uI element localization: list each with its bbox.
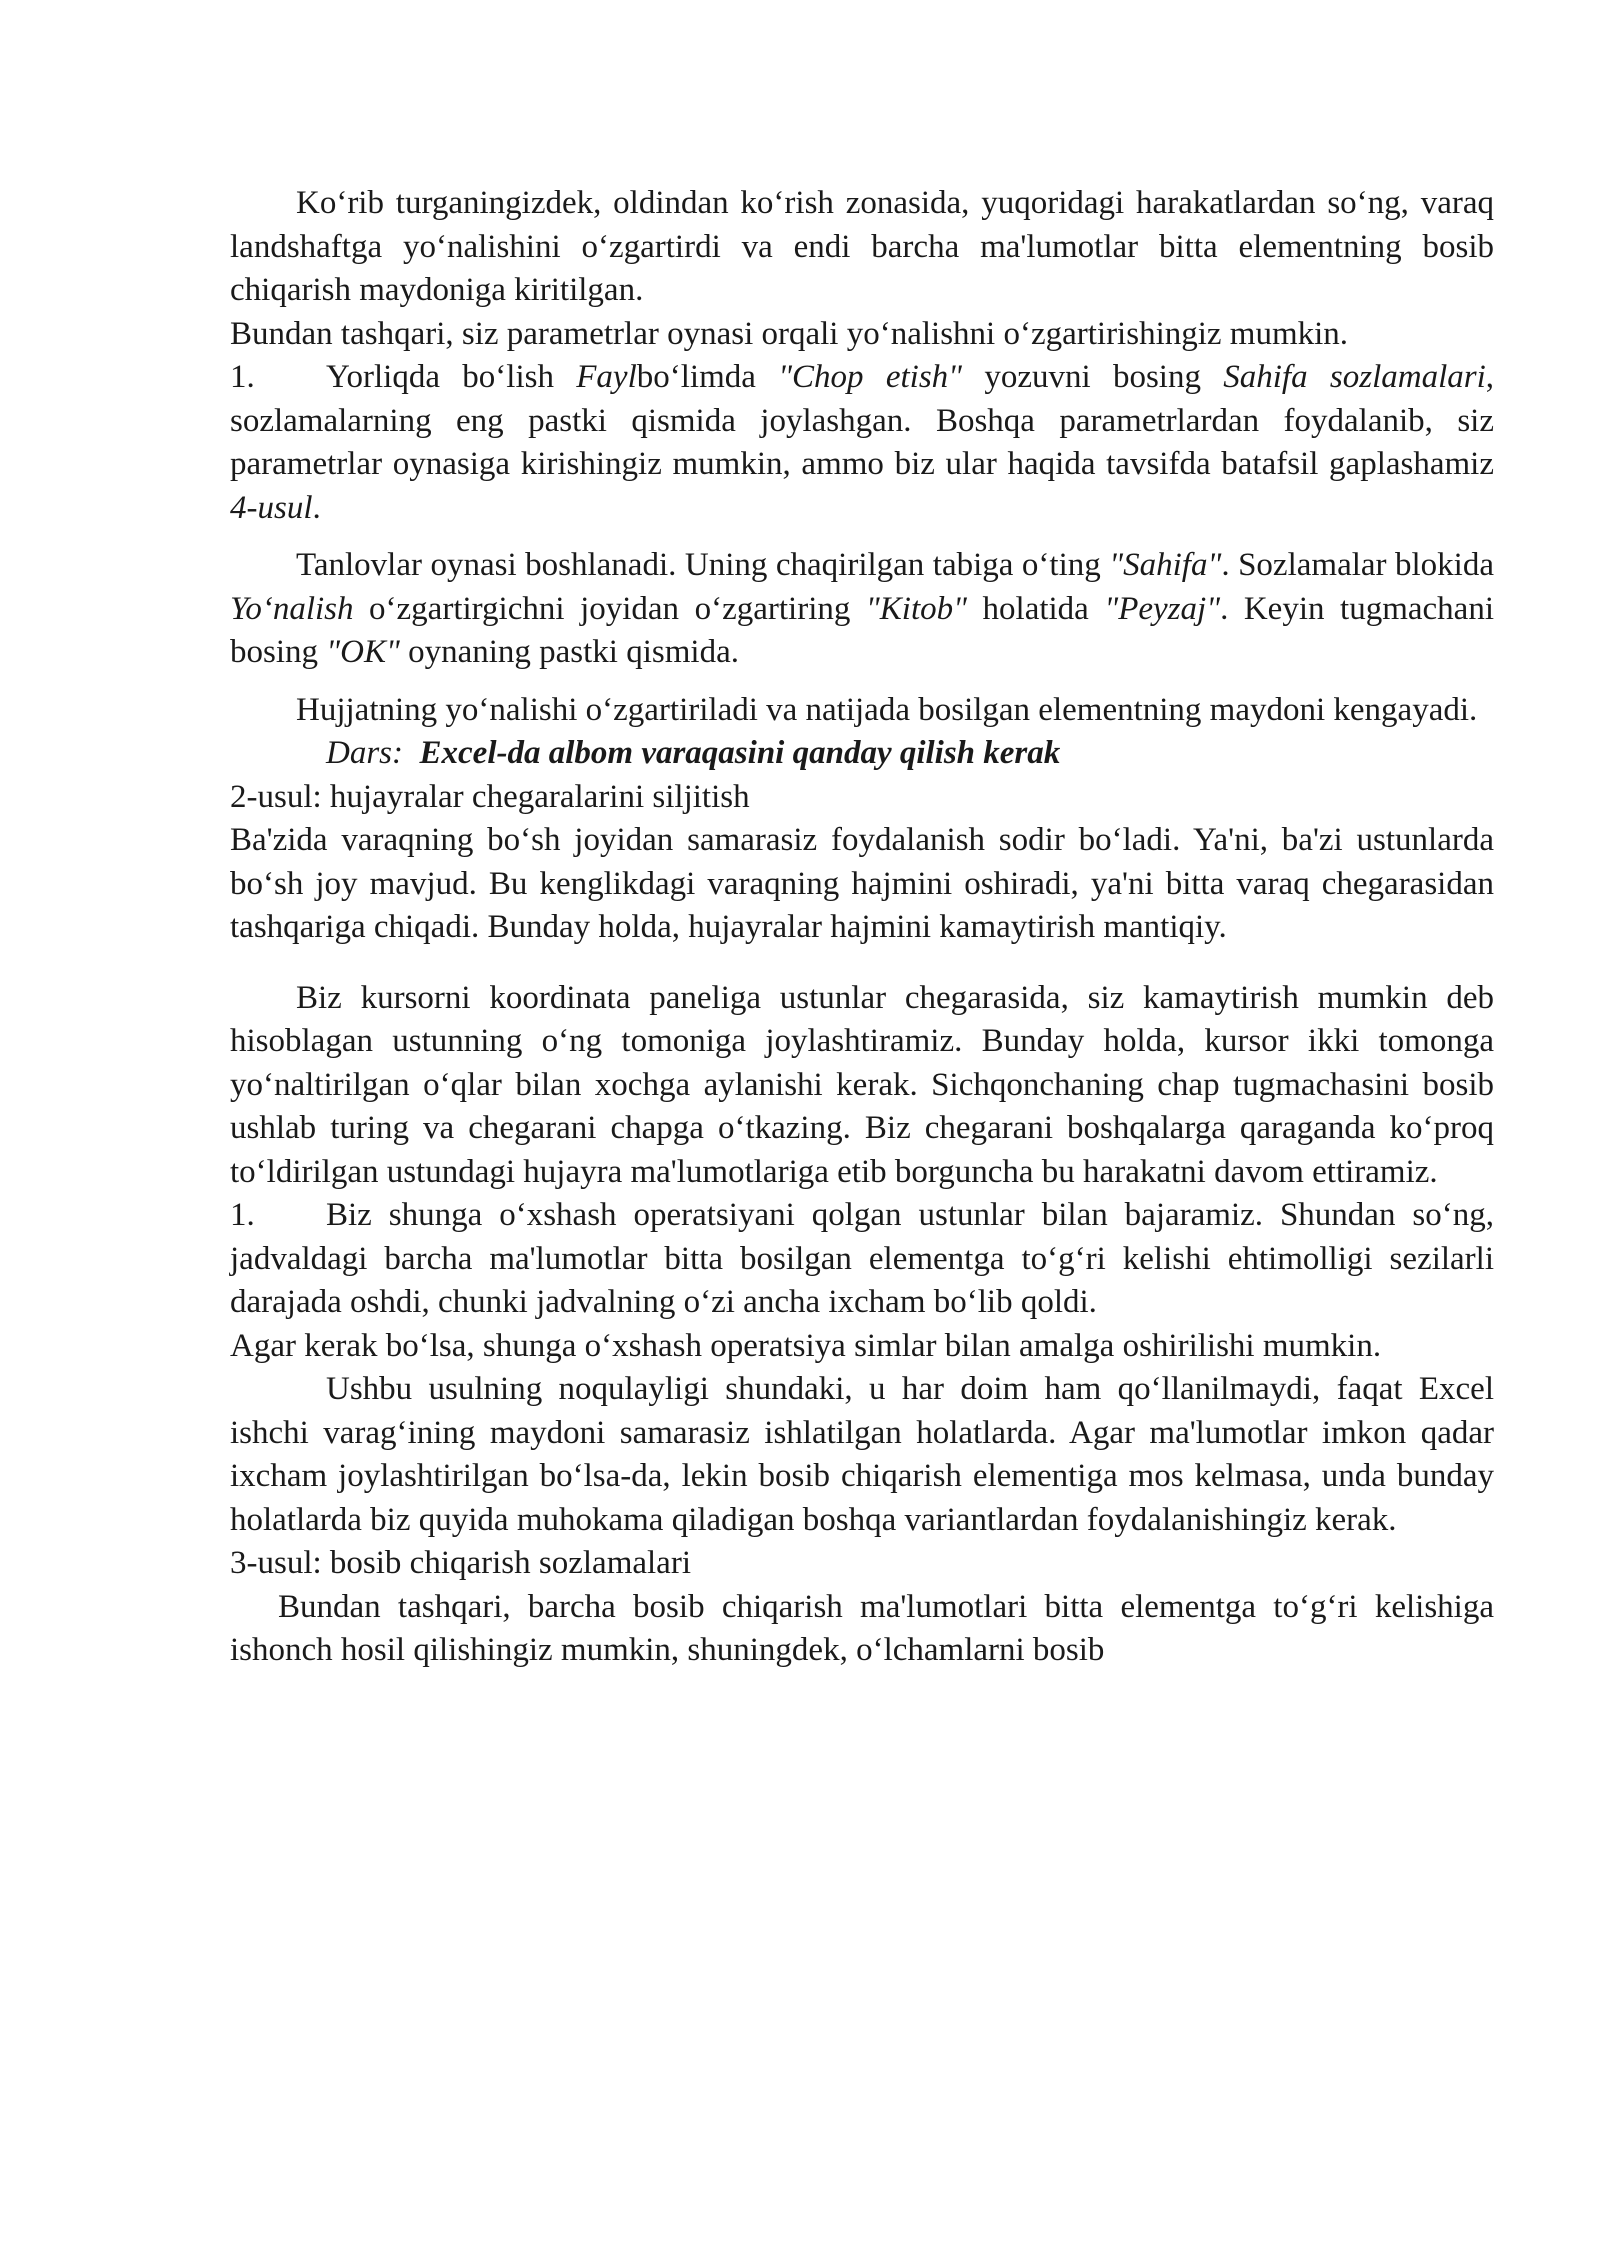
text-run: Biz shunga o‘xshash operatsiyani qolgan ustunlar bilan bajaramiz. Shundan so‘ng, jadvaldagi barcha ma'lumotlar bitta bosilgan elementga to‘g‘ri kelishi ehtimolligi sezilarli darajada oshdi, chunki jadvalning o‘zi ancha ixcham bo‘lib qoldi. — [230, 1197, 1494, 1320]
paragraph-method-drawback: Ushbu usulning noqulayligi shundaki, u har doim ham qo‘llanilmaydi, faqat Excel ishchi varag‘ining maydoni samarasiz ishlatilgan holatlarda. Agar ma'lumotlar imkon qadar ixcham joylashtirilgan bo‘lsa-da, lekin bosib chiqarish elementiga mos kelmasa, unda bunday holatlarda biz quyida muhokama qiladigan boshqa variantlardan foydalanishingiz kerak. — [230, 1371, 1494, 1538]
paragraph-preview-result: Ko‘rib turganingizdek, oldindan ko‘rish zonasida, yuqoridagi harakatlardan so‘ng, varaq landshaftga yo‘nalishini o‘zgartirdi va endi barcha ma'lumotlar bitta elementning bosib chiqarish maydoniga kiritilgan. — [230, 185, 1494, 308]
text-run: bo‘limda — [636, 359, 779, 395]
italic-run: "Peyzaj" — [1104, 590, 1221, 627]
section-heading-method-2: 2-usul: hujayralar chegaralarini siljitish — [230, 778, 750, 815]
text-run: oynaning pastki qismida. — [399, 634, 739, 670]
list-number: 1. — [230, 359, 255, 395]
section-heading-method-3: 3-usul: bosib chiqarish sozlamalari — [230, 1545, 691, 1581]
italic-run: Yo‘nalish — [230, 590, 354, 627]
text-run: o‘zgartirgichni joyidan o‘zgartiring — [353, 590, 866, 627]
text-run: yozuvni bosing — [962, 359, 1224, 395]
italic-run: "Chop etish" — [778, 359, 963, 395]
paragraph-options-window — [230, 544, 1494, 675]
paragraph-print-settings: Bundan tashqari, barcha bosib chiqarish ma'lumotlari bitta elementga to‘g‘ri kelishiga ishonch hosil qilishingiz mumkin, shuningdek, o‘lchamlarni bosib — [230, 1588, 1494, 1668]
text-run: Tanlovlar oynasi boshlanadi. Uning chaqirilgan tabiga o‘ting — [296, 547, 1110, 583]
text-run: , sozlamalarning eng pastki qismida joylashgan. Boshqa parametrlardan foydalanib, siz parametrlar oynasiga kirishingiz mumkin, ammo biz ular haqida tavsifda batafsil gaplashamiz — [230, 359, 1495, 482]
text-run: . — [312, 489, 321, 526]
italic-run: "Kitob" — [865, 590, 967, 627]
text-run: . Keyin tugmachani bosing — [230, 590, 1494, 670]
italic-run: 4-usul — [230, 489, 313, 526]
italic-run: Fayl — [576, 359, 637, 395]
paragraph-parameters-window: Bundan tashqari, siz parametrlar oynasi orqali yo‘nalishni o‘zgartirishingiz mumkin. — [230, 315, 1349, 352]
paragraph-cursor-border: Biz kursorni koordinata paneliga ustunlar chegarasida, siz kamaytirish mumkin deb hisoblagan ustunning o‘ng tomoniga joylashtiramiz. Bunday holda, kursor ikki tomonga yo‘naltirilgan o‘qlar bilan xochga aylanishi kerak. Sichqonchaning chap tugmachasini bosib ushlab turing va chegarani chapga o‘tkazing. Biz chegarani boshqalarga qaraganda ko‘proq to‘ldirilgan ustundagi hujayra ma'lumotlariga etib borguncha bu harakatni davom ettiramiz. — [230, 979, 1494, 1190]
document-body — [230, 182, 1494, 1673]
list-item-step-1 — [230, 356, 1494, 530]
text-run: Yorliqda bo‘lish — [326, 359, 577, 395]
lesson-title: Excel-da albom varaqasini qanday qilish kerak — [419, 735, 1061, 771]
paragraph-empty-space: Ba'zida varaqning bo‘sh joyidan samarasiz foydalanish sodir bo‘ladi. Ya'ni, ba'zi ustunlarda bo‘sh joy mavjud. Bu kenglikdagi varaqning hajmini oshiradi, ya'ni bitta varaq chegarasidan tashqariga chiqadi. Bunday holda, hujayralar hajmini kamaytirish mantiqiy. — [230, 822, 1494, 945]
lesson-label: Dars: — [326, 735, 404, 771]
paragraph-rows-option: Agar kerak bo‘lsa, shunga o‘xshash operatsiya simlar bilan amalga oshirilishi mumkin. — [230, 1327, 1382, 1364]
list-item-repeat-columns — [230, 1194, 1494, 1325]
text-run: . Sozlamalar blokida — [1221, 547, 1495, 583]
italic-run: Sahifa sozlamalari — [1223, 359, 1486, 395]
text-run: holatida — [966, 590, 1105, 627]
paragraph-orientation-changed: Hujjatning yo‘nalishi o‘zgartiriladi va natijada bosilgan elementning maydoni kengayadi. — [296, 691, 1478, 728]
italic-run: "Sahifa" — [1109, 547, 1222, 583]
italic-run: "OK" — [326, 634, 400, 670]
lesson-link[interactable] — [230, 732, 1494, 776]
list-number: 1. — [230, 1197, 255, 1233]
